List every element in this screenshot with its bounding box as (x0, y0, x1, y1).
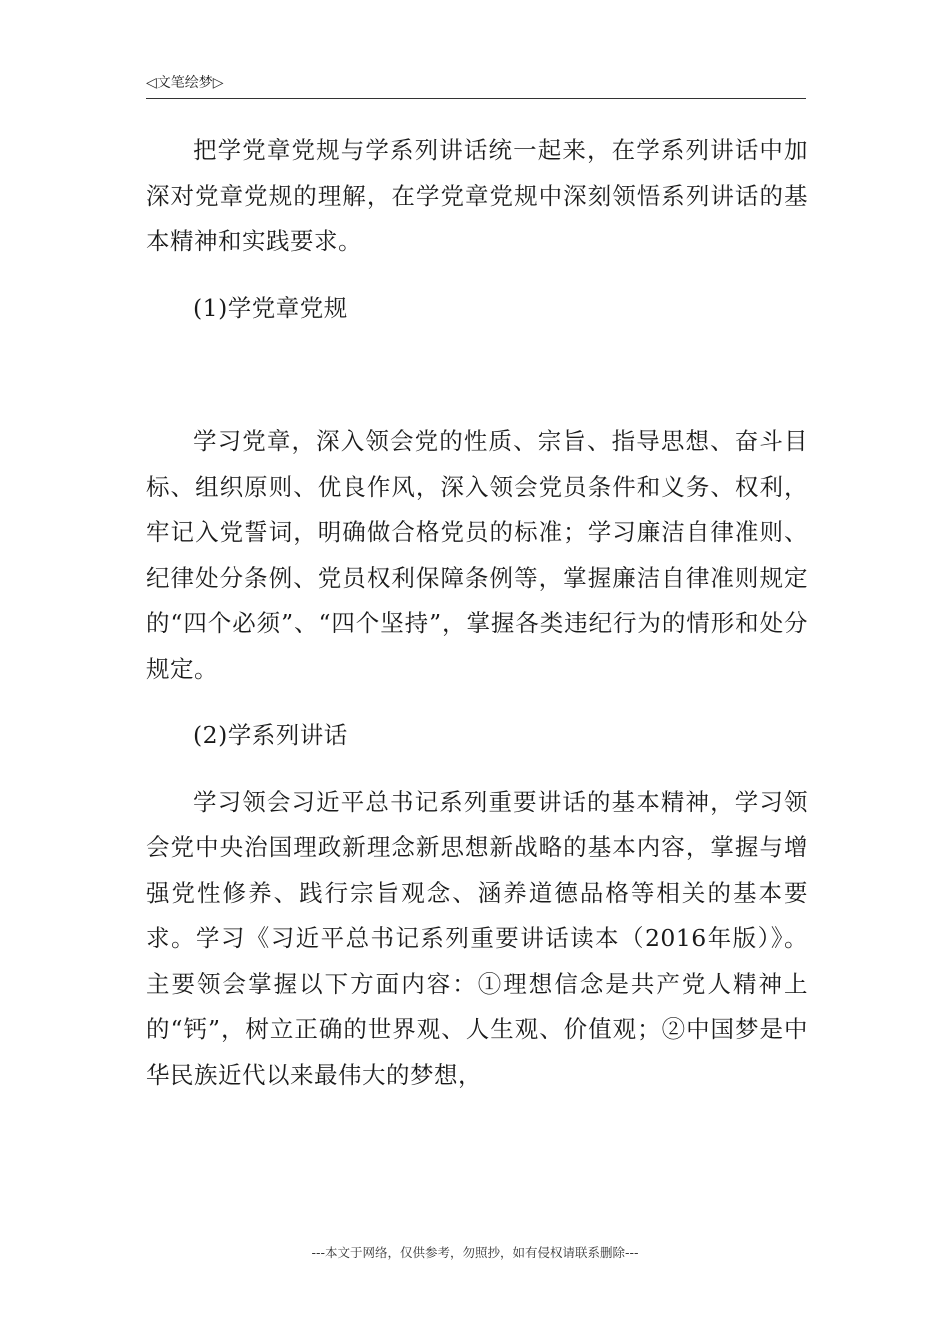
footer-disclaimer: ---本文于网络，仅供参考，勿照抄，如有侵权请联系删除--- (311, 1245, 639, 1260)
section-heading-speeches: (2)学系列讲话 (193, 721, 348, 749)
paragraph-speeches: 学习领会习近平总书记系列重要讲话的基本精神，学习领会党中央治国理政新理念新思想新战略的基本内容，掌握与增强党性修养、践行宗旨观念、涵养道德品格等相关的基本要求。学习《习近平总书记系列重要讲话读本（2016年版）》。主要领会掌握以下方面内容：①理想信念是共产党人精神上的“钙”，树立正确的世界观、人生观、价值观；②中国梦是中华民族近代以来最伟大的梦想， (146, 787, 808, 1089)
paragraph-party-constitution: 学习党章，深入领会党的性质、宗旨、指导思想、奋斗目标、组织原则、优良作风，深入领会党员条件和义务、权利，牢记入党誓词，明确做合格党员的标准；学习廉洁自律准则、纪律处分条例、党员权利保障条例等，掌握廉洁自律准则规定的“四个必须”、“四个坚持”，掌握各类违纪行为的情形和处分规定。 (146, 427, 808, 683)
header-text: ◁文笔绘梦▷ (146, 75, 224, 91)
page-footer (0, 1243, 950, 1261)
section-heading-party-constitution: (1)学党章党规 (193, 293, 348, 322)
paragraph-intro: 把学党章党规与学系列讲话统一起来，在学系列讲话中加深对党章党规的理解，在学党章党规中深刻领悟系列讲话的基本精神和实践要求。 (146, 136, 808, 255)
document-body (146, 128, 808, 1098)
page-header (146, 72, 806, 99)
